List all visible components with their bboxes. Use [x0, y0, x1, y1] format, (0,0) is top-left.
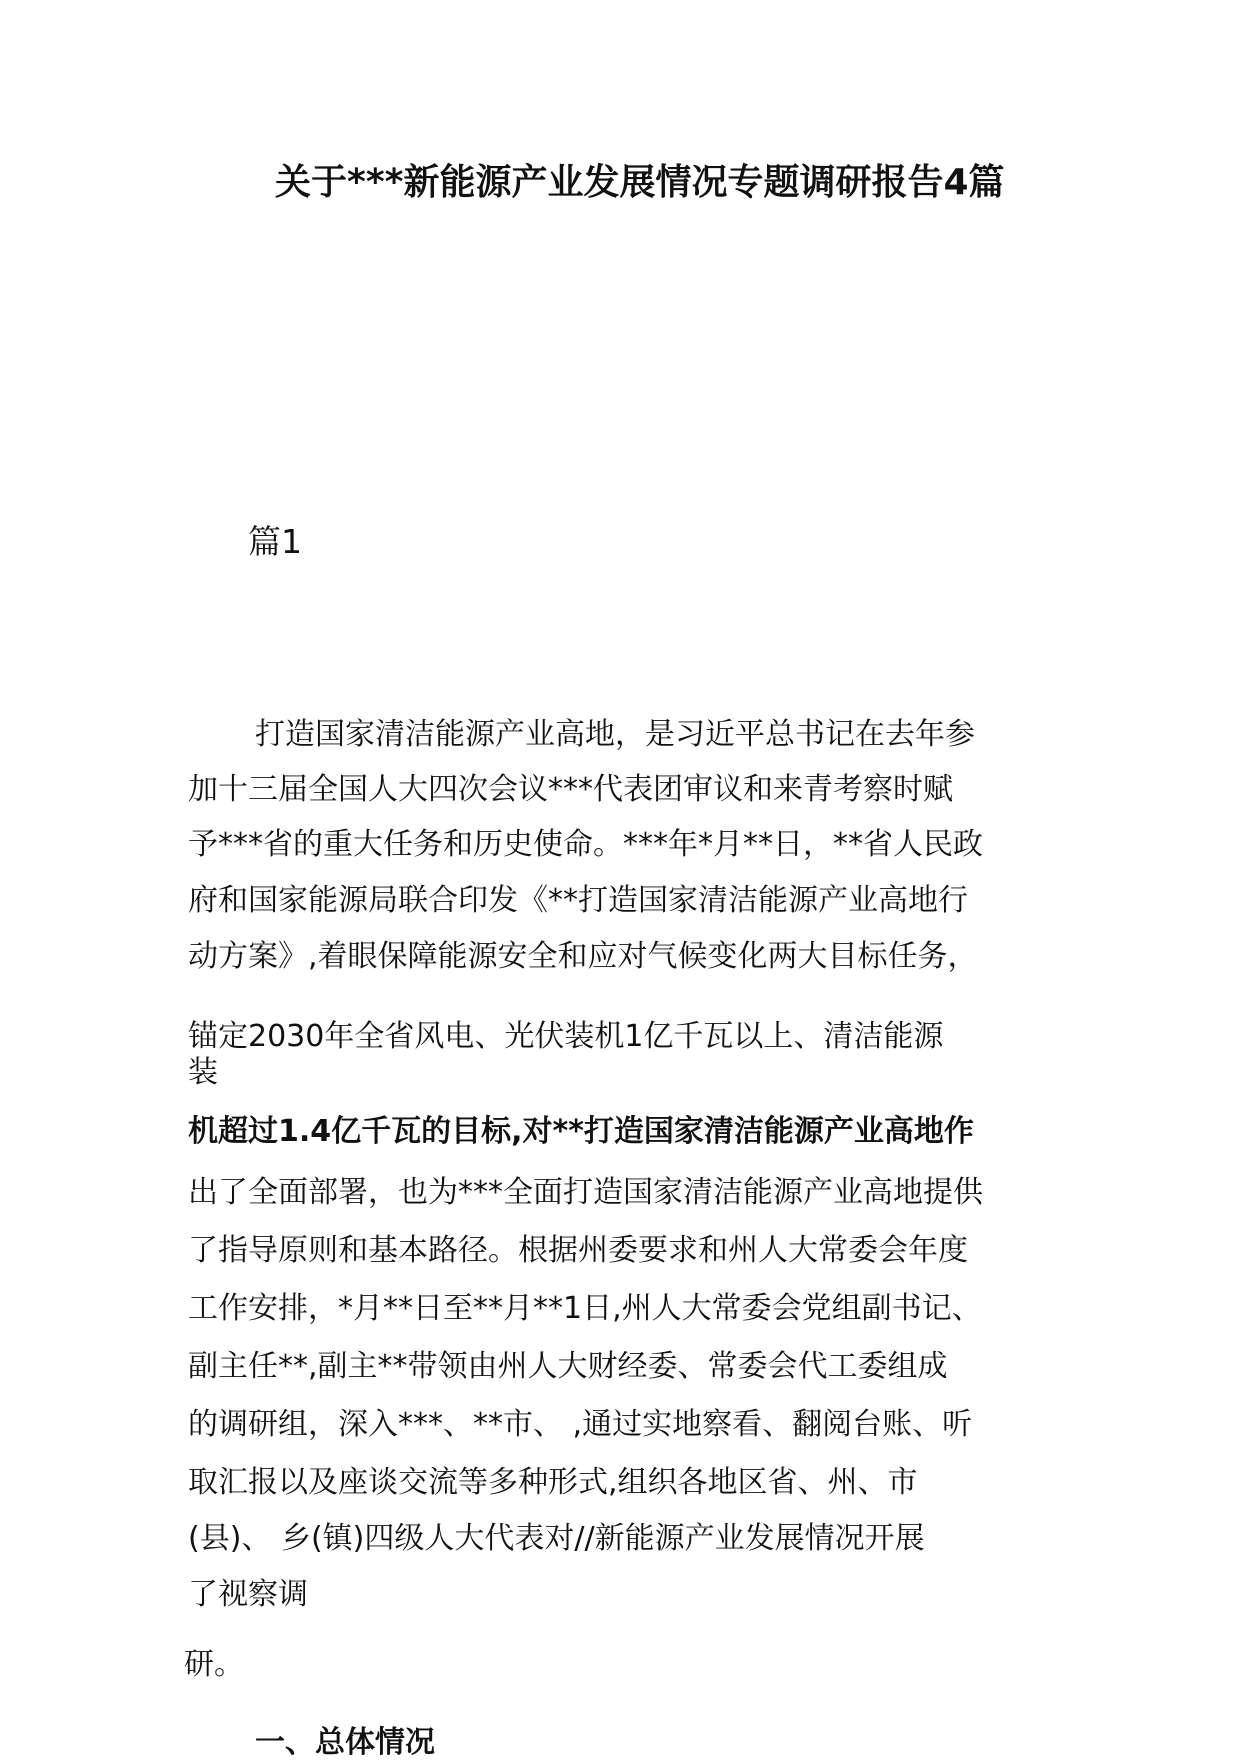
- paragraph-line: 府和国家能源局联合印发《**打造国家清洁能源产业高地行: [188, 883, 968, 918]
- paragraph-line: 的调研组，深入***、**市、 ,通过实地察看、翻阅台账、听: [188, 1407, 973, 1442]
- paragraph-line: 加十三届全国人大四次会议***代表团审议和来青考察时赋: [188, 772, 953, 807]
- paragraph-line: 副主任**,副主**带领由州人大财经委、常委会代工委组成: [188, 1349, 948, 1384]
- paragraph-line: 出了全面部署，也为***全面打造国家清洁能源产业高地提供: [188, 1175, 983, 1210]
- paragraph-line: 打造国家清洁能源产业高地，是习近平总书记在去年参: [255, 717, 975, 752]
- paragraph-line: 了视察调: [188, 1577, 308, 1612]
- paragraph-line: (县)、 乡(镇)四级人大代表对//新能源产业发展情况开展: [188, 1521, 925, 1556]
- section-heading: 一、总体情况: [255, 1725, 435, 1760]
- paragraph-line: 装: [188, 1055, 218, 1090]
- paragraph-line: 取汇报以及座谈交流等多种形式,组织各地区省、州、市: [188, 1465, 918, 1500]
- paragraph-line: 予***省的重大任务和历史使命。***年*月**日，**省人民政: [188, 827, 983, 862]
- part-label: 篇1: [248, 522, 302, 561]
- paragraph-line: 了指导原则和基本路径。根据州委要求和州人大常委会年度: [188, 1233, 968, 1268]
- paragraph-line: 锚定2030年全省风电、光伏装机1亿千瓦以上、清洁能源: [188, 1019, 944, 1054]
- paragraph-line-bold: 机超过1.4亿千瓦的目标,对**打造国家清洁能源产业高地作: [188, 1114, 974, 1149]
- paragraph-line: 研。: [184, 1647, 244, 1682]
- document-title: 关于***新能源产业发展情况专题调研报告4篇: [275, 162, 1005, 203]
- paragraph-line: 工作安排，*月**日至**月**1日,州人大常委会党组副书记、: [188, 1291, 982, 1326]
- paragraph-line: 动方案》,着眼保障能源安全和应对气候变化两大目标任务，: [188, 939, 978, 974]
